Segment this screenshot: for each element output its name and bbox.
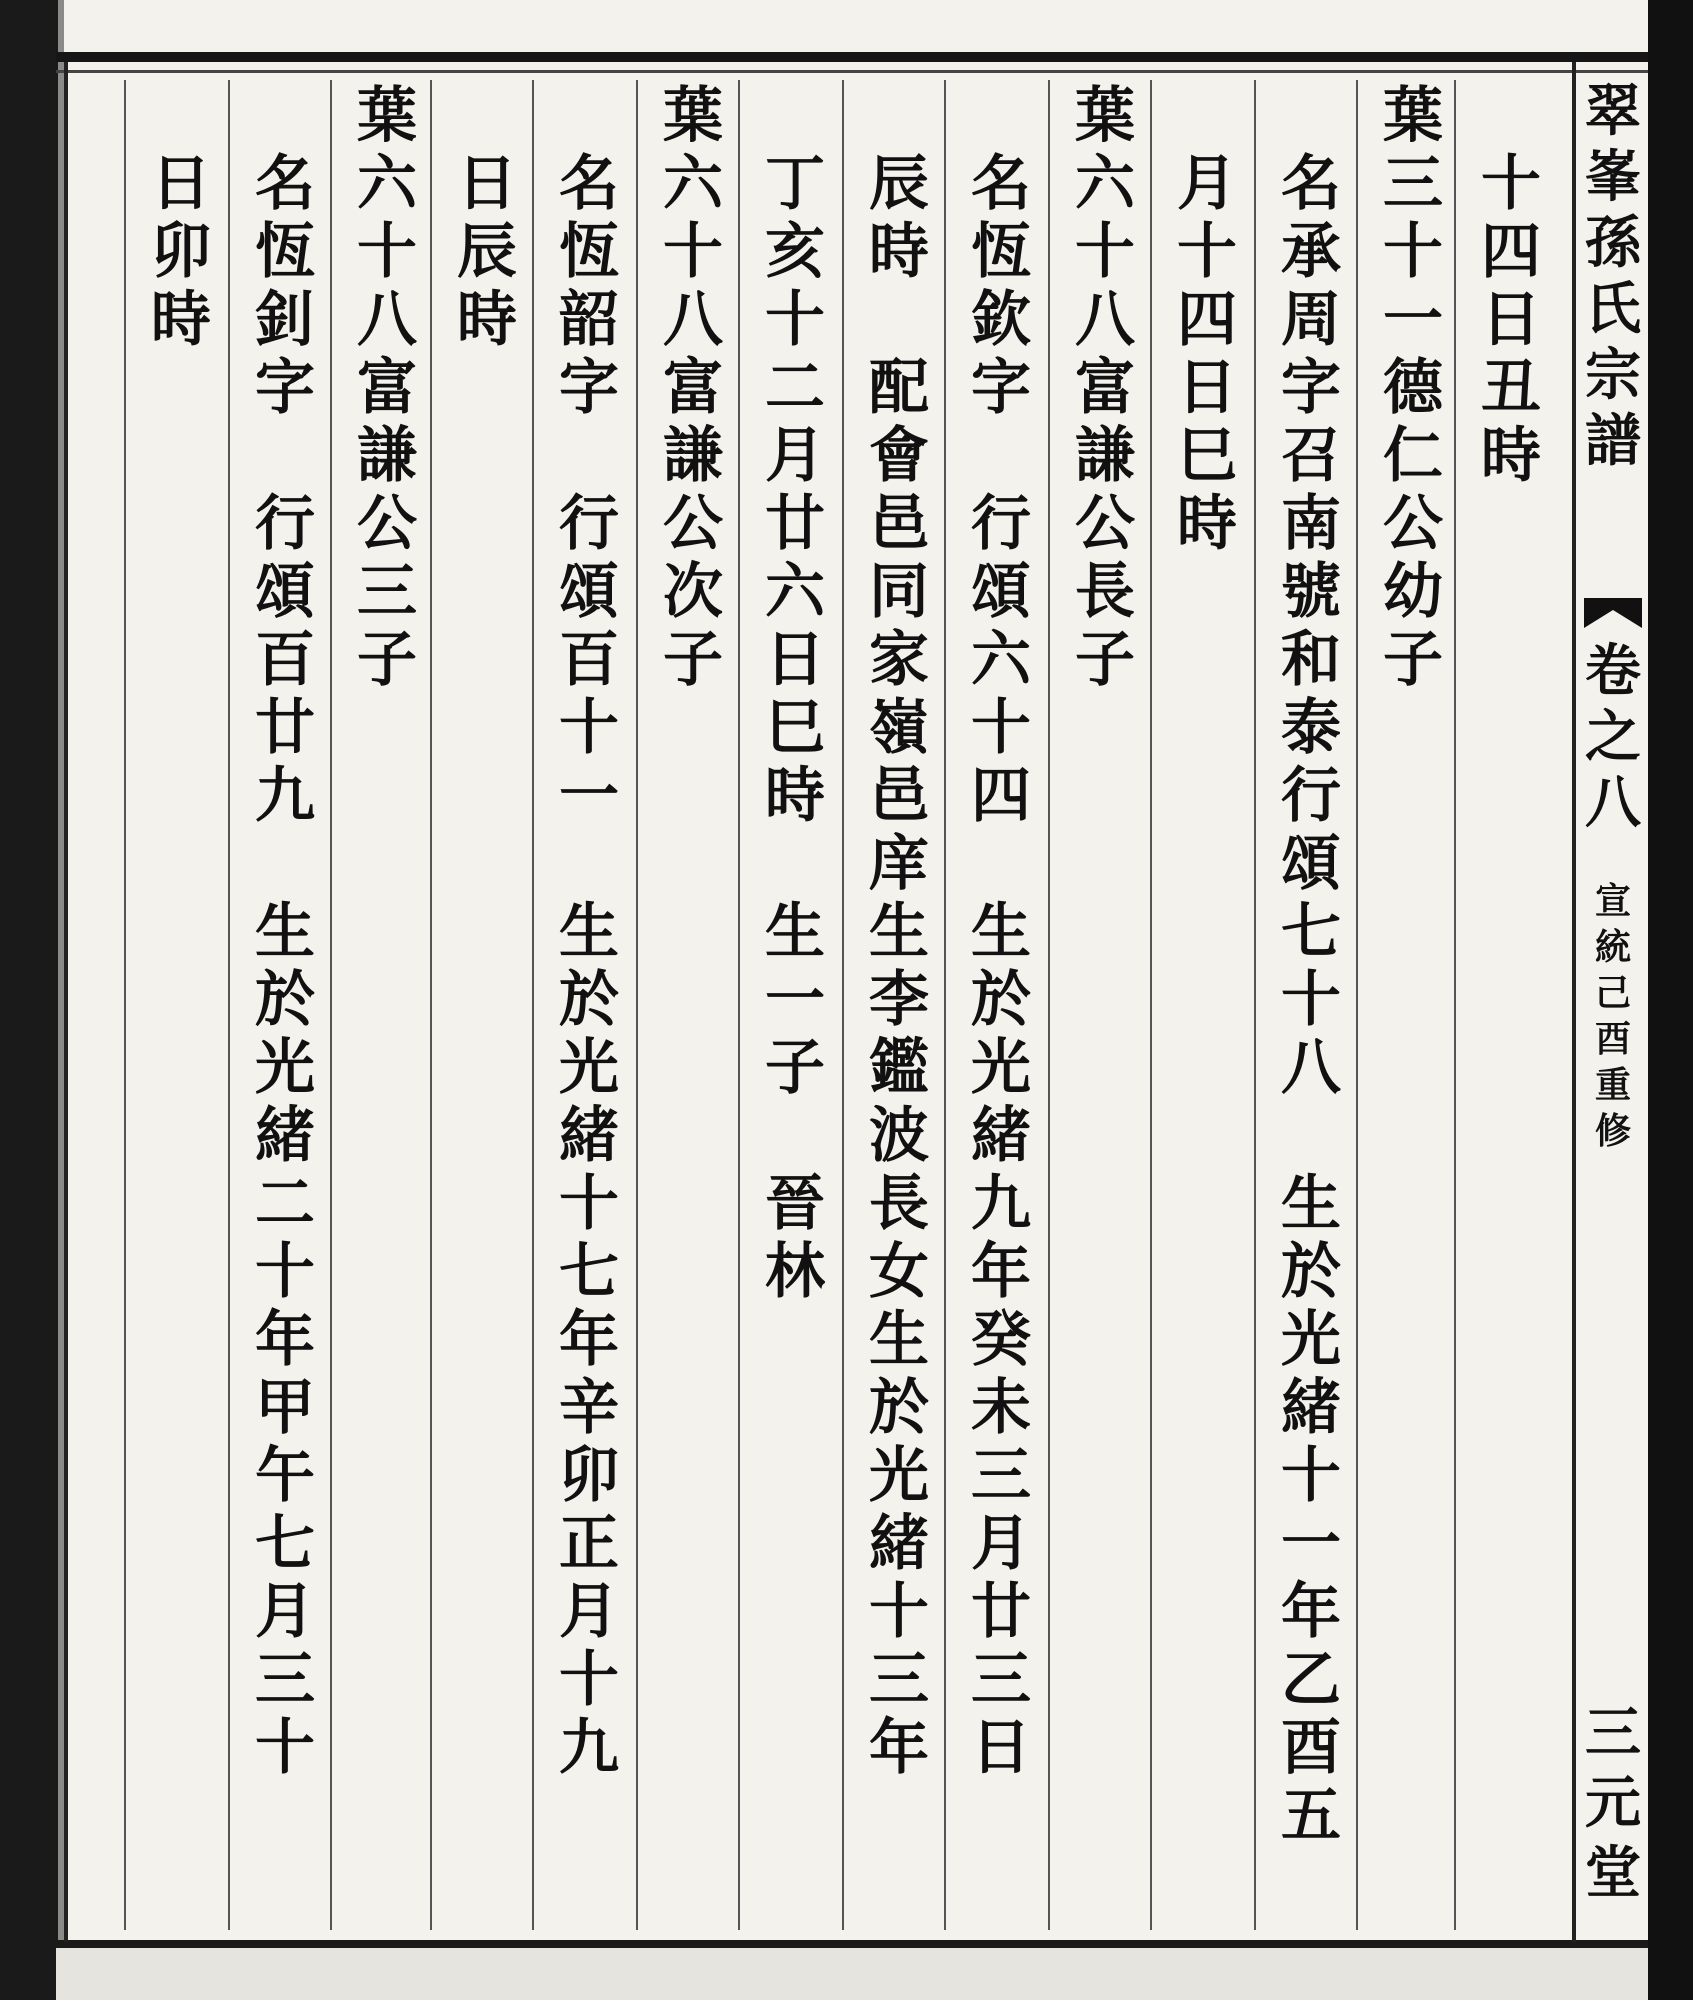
- text-segment: 名恆釗字: [255, 149, 315, 423]
- text-column: [652, 0, 732, 1940]
- text-column: [140, 0, 220, 1940]
- frame-left-rule: [64, 62, 68, 1942]
- text-column: [446, 0, 526, 1940]
- hall-name: 三元堂: [1585, 1700, 1641, 1906]
- text-segment: 生於光緒二十年甲午七月三十: [255, 897, 315, 1783]
- text-segment: 日辰時: [457, 149, 517, 355]
- text-column: [1470, 0, 1550, 1940]
- column-rule: [636, 80, 638, 1930]
- edition-note: 宣統己酉重修: [1594, 880, 1631, 1152]
- column-spacing: [254, 422, 316, 490]
- book-title: 翠峯孫氏宗譜: [1585, 78, 1641, 474]
- column-spacing: [1280, 1102, 1342, 1170]
- column-rule: [842, 80, 844, 1930]
- text-column: [244, 0, 324, 1940]
- bottom-margin: [56, 1948, 1648, 2000]
- column-spacing: [868, 286, 930, 354]
- text-column: [1166, 0, 1246, 1940]
- text-segment: 月十四日巳時: [1177, 149, 1237, 559]
- right-page-edge: [1648, 0, 1693, 2000]
- block-center-margin: [1580, 78, 1646, 1938]
- text-segment: 名恆韶字: [559, 149, 619, 423]
- text-segment: 日卯時: [151, 149, 211, 355]
- text-column: [754, 0, 834, 1940]
- text-segment: 葉六十八富謙公三子: [357, 81, 417, 695]
- column-rule: [532, 80, 534, 1930]
- column-rule: [1454, 80, 1456, 1930]
- text-segment: 葉六十八富謙公次子: [663, 81, 723, 695]
- text-segment: 生一子: [765, 897, 825, 1103]
- text-column: [548, 0, 628, 1940]
- text-column: [858, 0, 938, 1940]
- text-segment: 葉六十八富謙公長子: [1075, 81, 1135, 695]
- column-spacing: [970, 830, 1032, 898]
- text-segment: 名承周字召南號和泰行頌七十八: [1281, 149, 1341, 1103]
- text-column: [1372, 0, 1452, 1940]
- column-rule: [228, 80, 230, 1930]
- text-column: [346, 0, 426, 1940]
- text-segment: 生於光緒十一年乙酉五: [1281, 1169, 1341, 1851]
- text-segment: 生於光緒九年癸未三月廿三日: [971, 897, 1031, 1783]
- column-rule: [430, 80, 432, 1930]
- text-column: [1270, 0, 1350, 1940]
- column-spacing: [254, 830, 316, 898]
- volume-number: 卷之八: [1585, 638, 1641, 836]
- text-segment: 行頌六十四: [971, 489, 1031, 831]
- column-rule: [1150, 80, 1152, 1930]
- column-rule: [738, 80, 740, 1930]
- left-binding-edge: [0, 0, 58, 2000]
- column-spacing: [970, 422, 1032, 490]
- frame-right-rule: [1572, 62, 1576, 1942]
- text-segment: 配會邑同家嶺邑庠生李鑑波長女生於光緒十三年: [869, 353, 929, 1783]
- bottom-border-rule: [56, 1940, 1648, 1948]
- column-rule: [944, 80, 946, 1930]
- column-rule: [1356, 80, 1358, 1930]
- column-rule: [330, 80, 332, 1930]
- column-spacing: [558, 830, 620, 898]
- text-segment: 葉三十一德仁公幼子: [1383, 81, 1443, 695]
- text-segment: 行頌百廿九: [255, 489, 315, 831]
- text-segment: 丁亥十二月廿六日巳時: [765, 149, 825, 831]
- column-rule: [124, 80, 126, 1930]
- column-spacing: [764, 830, 826, 898]
- fishtail-mark: [1584, 598, 1642, 628]
- text-segment: 行頌百十一: [559, 489, 619, 831]
- text-segment: 晉林: [765, 1169, 825, 1307]
- text-segment: 辰時: [869, 149, 929, 287]
- text-column: [960, 0, 1040, 1940]
- text-segment: 名恆欽字: [971, 149, 1031, 423]
- column-spacing: [558, 422, 620, 490]
- text-column: [1064, 0, 1144, 1940]
- text-segment: 生於光緒十七年辛卯正月十九: [559, 897, 619, 1783]
- column-spacing: [764, 1102, 826, 1170]
- column-rule: [1254, 80, 1256, 1930]
- column-rule: [1048, 80, 1050, 1930]
- text-segment: 十四日丑時: [1481, 149, 1541, 491]
